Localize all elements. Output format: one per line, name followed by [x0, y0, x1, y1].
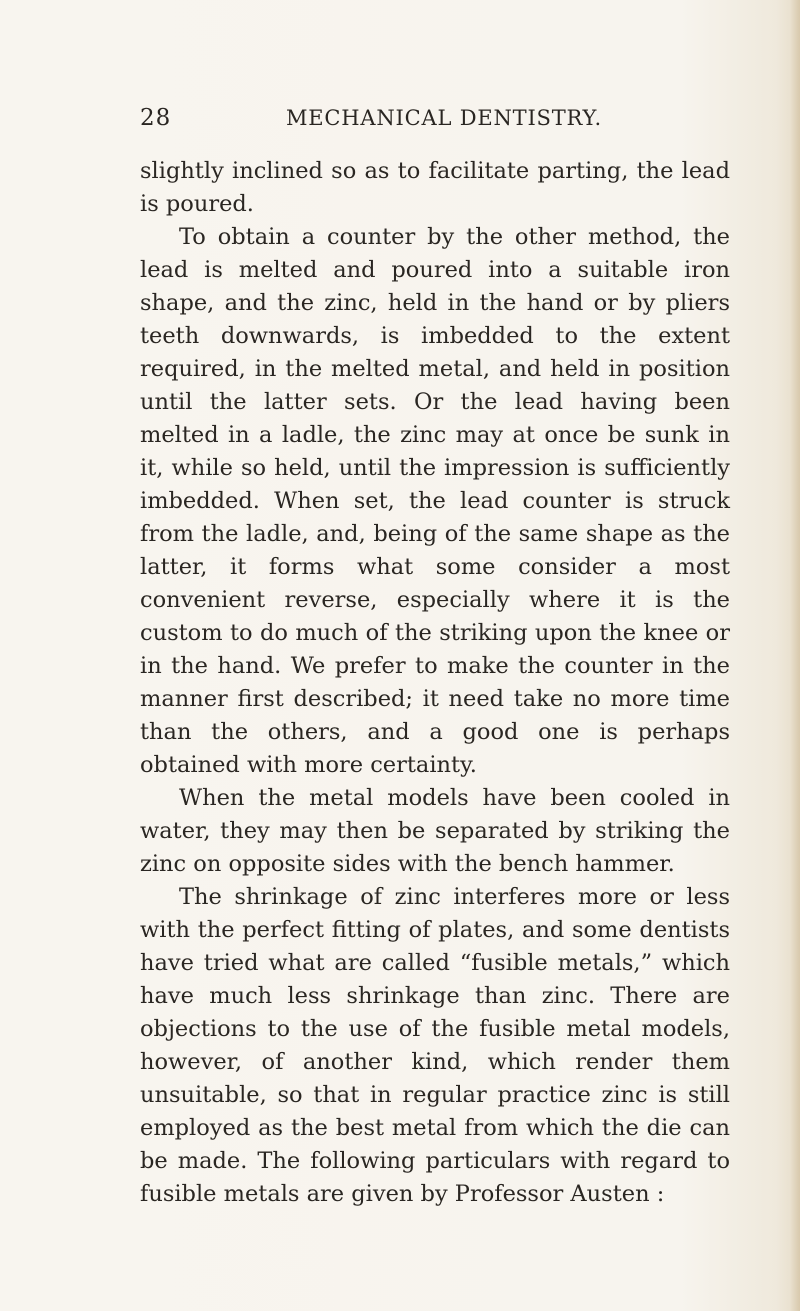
- paragraph-separation: When the metal models have been cooled in water, they may then be separated by striking the zinc on opposite sides with the bench hammer.: [140, 785, 730, 877]
- paragraph-fusible-metals: The shrinkage of zinc interferes more or less with the perfect fitting of plates, and some dentists have tried what are called “fusible metals,” which have much less shrinkage than zinc. There are objections to the use of the fusible metal models, however, of another kind, which render them unsuitable, so that in regular practice zinc is still employed as the best metal from which the die can be made. The following particulars with regard to fusible metals are given by Professor Austen :: [140, 884, 730, 1207]
- running-head: MECHANICAL DENTISTRY.: [286, 106, 602, 130]
- page-number: 28: [140, 105, 172, 131]
- body-text: [140, 155, 730, 1211]
- paragraph-continuation: slightly inclined so as to facilitate parting, the lead is poured.: [140, 158, 730, 217]
- page-header: [140, 101, 725, 135]
- page-edge-shadow: [790, 0, 800, 1311]
- paragraph-counter-method: To obtain a counter by the other method, the lead is melted and poured into a suitable iron shape, and the zinc, held in the hand or by pliers teeth downwards, is imbedded to the extent required, in the melted metal, and held in position until the latter sets. Or the lead having been melted in a ladle, the zinc may at once be sunk in it, while so held, until the impression is sufficiently imbedded. When set, the lead counter is struck from the ladle, and, being of the same shape as the latter, it forms what some consider a most convenient reverse, especially where it is the custom to do much of the striking upon the knee or in the hand. We prefer to make the counter in the manner first described; it need take no more time than the others, and a good one is perhaps obtained with more certainty.: [140, 224, 730, 778]
